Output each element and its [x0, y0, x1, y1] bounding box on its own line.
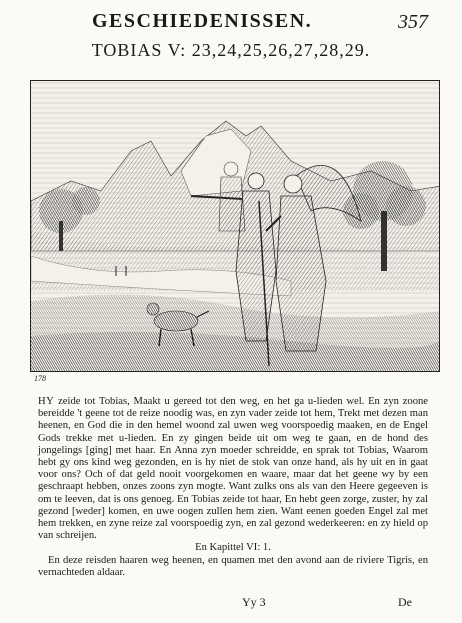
- paragraph-2: En deze reisden haaren weg heenen, en quamen met den avond aan de riviere Tigris, en vernachteden aldaar.: [38, 554, 428, 578]
- chapter-heading: En Kapittel VI: 1.: [195, 542, 271, 554]
- running-title: GESCHIEDENISSEN.: [92, 10, 313, 32]
- chapter-reference: TOBIAS V: 23,24,25,26,27,28,29.: [91, 40, 371, 60]
- catchword: De: [398, 595, 412, 609]
- paragraph-1: [38, 396, 428, 542]
- running-head: [0, 10, 462, 34]
- engraving-scene: [31, 81, 440, 372]
- body-text: [38, 396, 428, 579]
- plate-number: 178: [34, 374, 46, 383]
- engraving-illustration: [30, 80, 440, 372]
- paragraph-1-text: zeide tot Tobias, Maakt u gereed tot den weg, en het ga u-lieden wel. En zyn zoone bereidde 't geene tot de reize noodig was, en zyn vader zeide tot hem, Trekt met dezen man heenen, en God die in den hemel woond zal uwen weg voorspoedig maaken, en de Engel Gods trekke met u-lieden. En zy gingen beide uit om weg te gaan, en de hond des jongelings [ging] met haar. En Anna zyn moeder schreidde, en sprak tot Tobias, Waarom hebt gy ons kind weg gezonden, en is hy niet de stok van onze hand, als hy uit en in gaat voor ons? Och of dat geld nooit voorgekomen en waare, maar dat het geene wy by een geschraapt hebben, onzes zoons zyn mogte. Want zulks ons als van den Heere gegeeven is om te leeven, dat is ons genoeg. En Tobias zeide tot haar, En hebt geen zorge, zuster, hy zal gezond [weder] komen, en uwe oogen zullen hem zien. Want eenen goeden Engel zal met hem trekken, en zyne reize zal voorspoedig zyn, en zal gezond wederkeeren: en zy hield op van schreijen.: [38, 396, 428, 542]
- signature-mark: Yy 3: [242, 595, 266, 609]
- page-number: 357: [398, 11, 428, 33]
- dropcap: HY: [38, 396, 55, 407]
